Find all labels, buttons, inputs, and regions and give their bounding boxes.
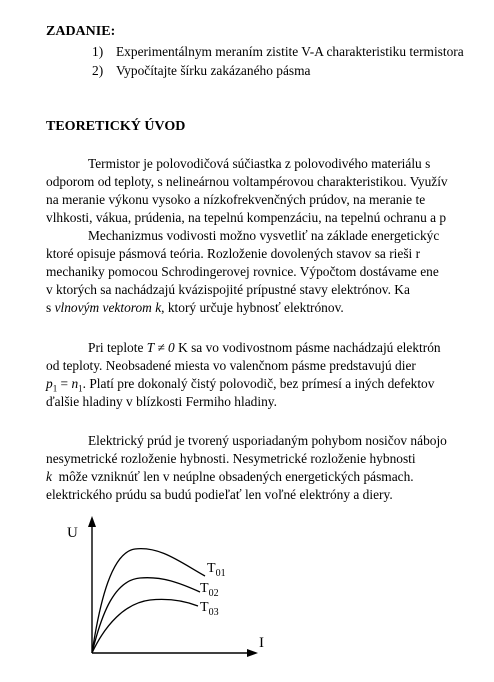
p1-line-4: vlhkosti, vákua, prúdenia, na tepelnú kompenzáciu, na tepelnú ochranu a p	[46, 210, 447, 225]
curve-t01	[92, 549, 205, 653]
x-axis-label: I	[259, 635, 264, 651]
p2-line-4: v ktorých sa nachádzajú kvázispojité prípustné stavy elektrónov. Ka	[46, 282, 410, 297]
p1-line-2: odporom od teploty, s nelineárnou voltampérovou charakteristikou. Využív	[46, 174, 448, 189]
p4-line-3: k môže vzniknúť len v neúplne obsadených energetických pásmach.	[46, 469, 414, 484]
y-axis-arrow-icon	[88, 516, 96, 527]
p1-line-1: Termistor je polovodičová súčiastka z polovodivého materiálu s	[88, 156, 431, 171]
curve-t03	[92, 599, 198, 653]
p3-line-4: ďalšie hladiny v blízkosti Fermiho hladiny.	[46, 394, 277, 409]
task-text-1: Experimentálnym meraním zistite V-A charakteristiku termistora	[116, 44, 464, 59]
curve-t02	[92, 578, 200, 653]
p2-line-2: ktoré opisuje pásmová teória. Rozloženie dovolených stavov sa rieši r	[46, 246, 421, 261]
zadanie-title: ZADANIE:	[46, 24, 116, 39]
p3-line-2: od teploty. Neobsadené miesta vo valenčnom pásme predstavujú dier	[46, 358, 416, 373]
uvod-title: TEORETICKÝ ÚVOD	[46, 119, 186, 134]
p4-line-4: elektrického prúdu sa budú podieľať len voľné elektróny a diery.	[46, 487, 393, 502]
p2-line-3: mechaniky pomocou Schrodingerovej rovnice. Výpočtom dostávame ene	[46, 264, 439, 279]
y-axis-label: U	[67, 525, 78, 541]
task-number-2: 2)	[92, 63, 104, 78]
curve-label-t02: $T_{02}$	[200, 581, 219, 599]
p1-line-3: na meranie výkonu vysoko a nízkofrekvenčných prúdov, na meranie te	[46, 192, 426, 207]
x-axis-arrow-icon	[247, 649, 258, 657]
p3-line-3: $p_1 = n_1$. Platí pre dokonalý čistý polovodič, bez prímesí a iných defektov	[46, 376, 435, 394]
p3-line-1: Pri teplote T ≠ 0 K sa vo vodivostnom pásme nachádzajú elektrón	[88, 340, 441, 355]
p2-line-5: s vlnovým vektorom k, ktorý určuje hybnosť elektrónov.	[46, 300, 344, 315]
p4-line-2: nesymetrické rozloženie hybnosti. Nesymetrické rozloženie hybnosti	[46, 451, 416, 466]
task-number-1: 1)	[92, 44, 104, 59]
task-text-2: Vypočítajte šírku zakázaného pásma	[116, 63, 311, 78]
p4-line-1: Elektrický prúd je tvorený usporiadaným pohybom nosičov nábojo	[88, 433, 447, 448]
curve-label-t03: $T_{03}$	[200, 600, 219, 618]
curve-label-t01: $T_{01}$	[207, 561, 226, 579]
p2-line-1: Mechanizmus vodivosti možno vysvetliť na základe energetickýc	[88, 228, 440, 243]
